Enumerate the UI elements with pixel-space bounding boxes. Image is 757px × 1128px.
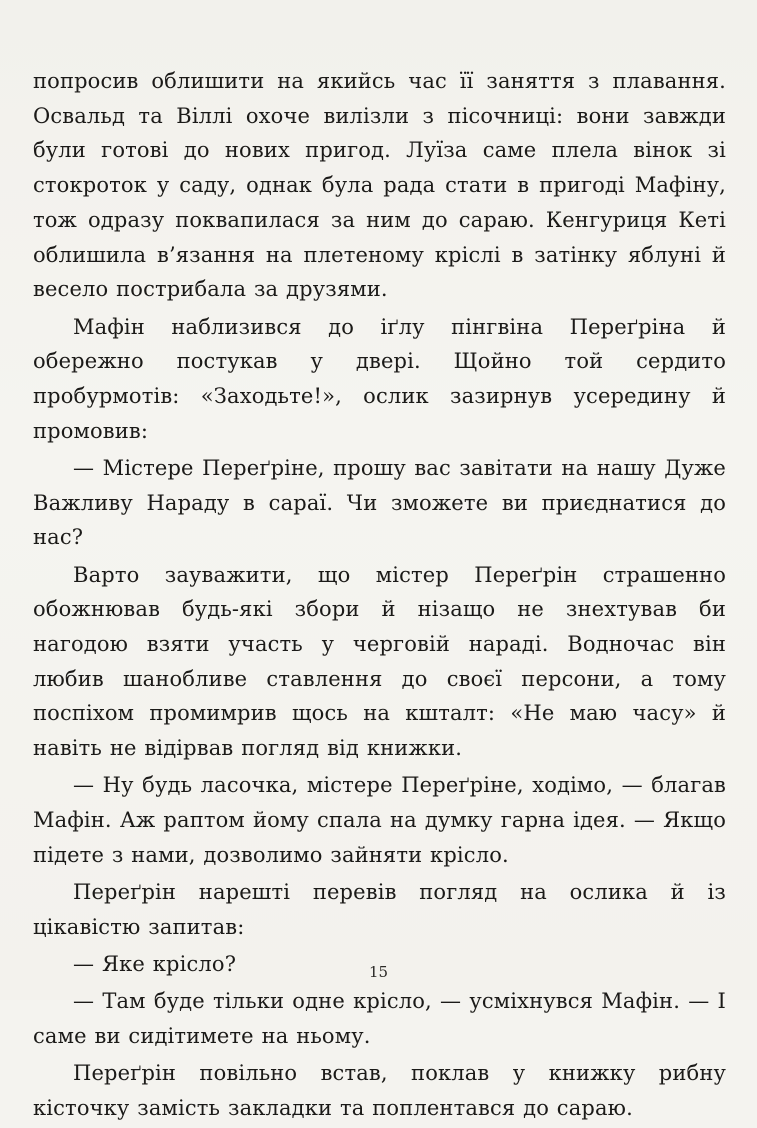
- paragraph-8: — Там буде тільки одне крісло, — усміхнувся Мафін. — І саме ви сидітимете на ньому.: [33, 989, 726, 1049]
- paragraph-1: попросив облишити на якийсь час її заняття з плавання. Освальд та Віллі охоче вилізли з пісочниці: вони завжди були готові до нових пригод. Луїза саме плела вінок зі стокроток у саду, однак була рада стати в пригоді Мафіну, тож одразу поквапилася за ним до сараю. Кенгуриця Кеті облишила в’язання на плетеному кріслі в затінку яблуні й весело пострибала за друзями.: [33, 69, 726, 302]
- paragraph-3: — Містере Переґріне, прошу вас завітати на нашу Дуже Важливу Нараду в сараї. Чи зможете ви приєднатися до нас?: [33, 455, 726, 550]
- paragraph-2: Мафін наблизився до іґлу пінгвіна Переґріна й обережно постукав у двері. Щойно той сердито пробурмотів: «Заходьте!», ослик зазирнув усередину й промовив:: [33, 314, 726, 443]
- page-number: 15: [368, 963, 389, 981]
- paragraph-5: — Ну будь ласочка, містере Переґріне, ходімо, — благав Мафін. Аж раптом йому спала на думку гарна ідея. — Якщо підете з нами, дозволимо зайняти крісло.: [33, 773, 726, 867]
- paragraph-9: Переґрін повільно встав, поклав у книжку рибну кісточку замість закладки та поплентався до сараю.: [33, 1061, 726, 1121]
- paragraph-7: — Яке крісло?: [73, 952, 237, 977]
- paragraph-6: Переґрін нарешті перевів погляд на ослика й із цікавістю запитав:: [33, 880, 726, 939]
- paragraph-4: Варто зауважити, що містер Переґрін страшенно обожнював будь-які збори й нізащо не знехтував би нагодою взяти участь у черговій нараді. Водночас він любив шанобливе ставлення до своєї персони, а тому поспіхом промимрив щось на кшталт: «Не маю часу» й навіть не відірвав погляд від книжки.: [33, 562, 726, 761]
